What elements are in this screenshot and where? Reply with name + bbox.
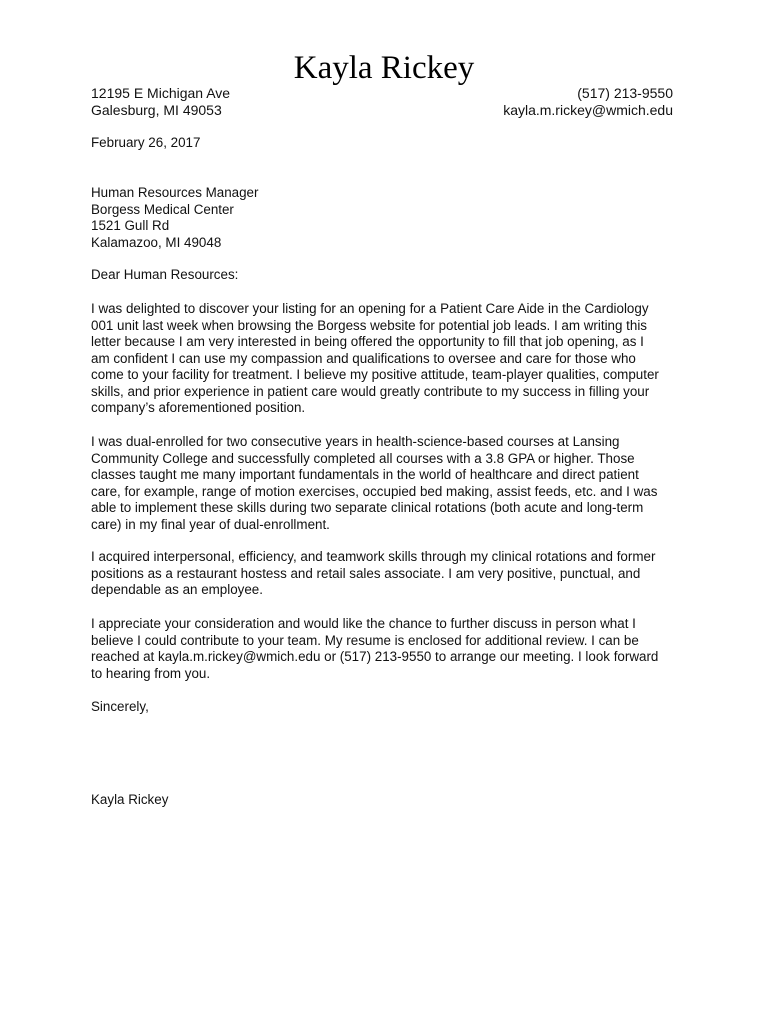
paragraph-line: company’s aforementioned position. (91, 400, 306, 415)
paragraph-line: 001 unit last week when browsing the Borgess website for potential job leads. I am writing this (91, 317, 648, 333)
signature-name: Kayla Rickey (91, 792, 169, 807)
sender-street: 12195 E Michigan Ave (91, 85, 231, 101)
paragraph-line: reached at kayla.m.rickey@wmich.edu or (517) 213-9550 to arrange our meeting. I look forward (91, 649, 659, 664)
paragraph-line: I was dual-enrolled for two consecutive years in health-science-based courses at Lansing (91, 434, 620, 449)
paragraph-line: classes taught me many important fundamentals in the world of healthcare and direct patient (91, 467, 639, 482)
closing: Sincerely, (91, 699, 149, 714)
letter-date: February 26, 2017 (91, 135, 201, 150)
recipient-line: 1521 Gull Rd (91, 218, 170, 233)
body-paragraph-3 (91, 549, 681, 599)
recipient-line: Human Resources Manager (91, 185, 259, 200)
body-paragraph-1 (91, 301, 681, 417)
paragraph-line: letter because I am very interested in being offered the opportunity to fill that job opening, as I (91, 334, 644, 349)
paragraph-line: able to implement these skills during two separate clinical rotations (both acute and long-term (91, 500, 644, 515)
sender-city: Galesburg, MI 49053 (91, 102, 222, 118)
paragraph-line: I appreciate your consideration and would like the chance to further discuss in person what I (91, 616, 636, 631)
paragraph-line: Community College and successfully completed all courses with a 3.8 GPA or higher. Those (91, 450, 635, 466)
paragraph-line: care) in my final year of dual-enrollment. (91, 516, 330, 532)
paragraph-line: dependable as an employee. (91, 582, 263, 597)
contact-row-2 (91, 102, 673, 119)
recipient-address (91, 185, 681, 251)
paragraph-line: am confident I can use my compassion and qualifications to oversee and care for those who (91, 350, 636, 366)
paragraph-line: come to your facility for treatment. I believe my positive attitude, team-player qualities, computer (91, 367, 659, 382)
salutation: Dear Human Resources: (91, 267, 239, 282)
paragraph-line: I was delighted to discover your listing for an opening for a Patient Care Aide in the Cardiology (91, 301, 649, 316)
body-paragraph-2 (91, 434, 681, 533)
paragraph-line: positions as a restaurant hostess and retail sales associate. I am very positive, punctual, and (91, 565, 641, 581)
paragraph-line: to hearing from you. (91, 665, 211, 681)
sender-email: kayla.m.rickey@wmich.edu (503, 102, 673, 118)
sender-phone: (517) 213-9550 (577, 85, 673, 101)
applicant-name-heading: Kayla Rickey (293, 50, 475, 86)
contact-header (91, 85, 673, 119)
recipient-line: Kalamazoo, MI 49048 (91, 234, 222, 250)
paragraph-line: I acquired interpersonal, efficiency, and teamwork skills through my clinical rotations and former (91, 549, 656, 564)
paragraph-line: skills, and prior experience in patient care would greatly contribute to my success in filling your (91, 383, 650, 399)
recipient-line: Borgess Medical Center (91, 201, 234, 217)
paragraph-line: care, for example, range of motion exercises, occupied bed making, assist feeds, etc. and I was (91, 483, 658, 499)
paragraph-line: believe I could contribute to your team. My resume is enclosed for additional review. I can be (91, 632, 639, 648)
body-paragraph-4 (91, 616, 681, 682)
contact-row-1 (91, 85, 673, 102)
